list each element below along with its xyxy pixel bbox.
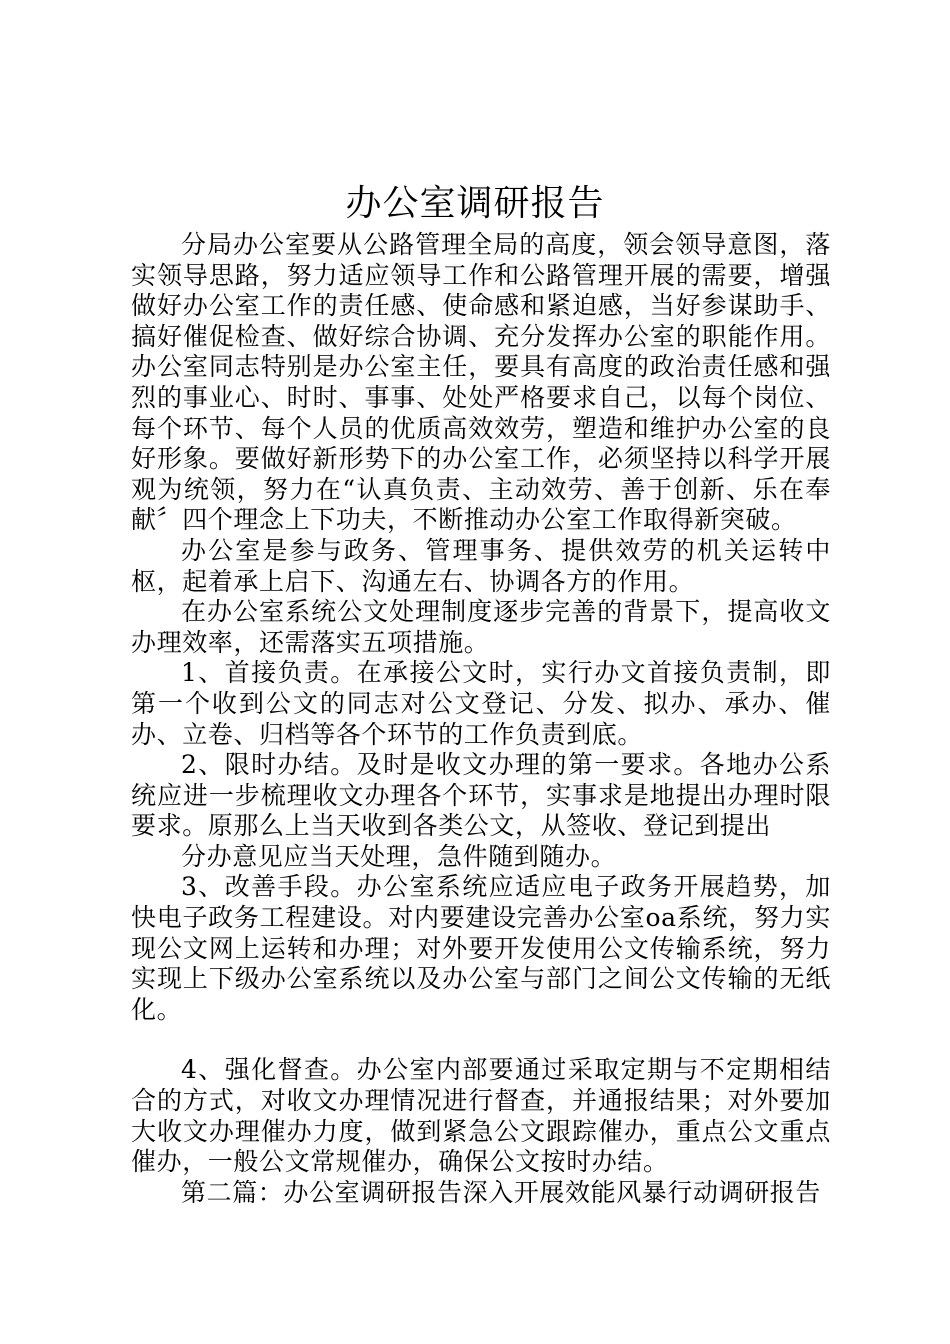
paragraph-office-role: 分局办公室要从公路管理全局的高度，领会领导意图，落实领导思路，努力适应领导工作和公路管理开展的需要，增强做好办公室工作的责任感、使命感和紧迫感，当好参谋助手、搞好催促检查、做好综合协调、充分发挥办公室的职能作用。办公室同志特别是办公室主任，要具有高度的政治责任感和强烈的事业心、时时、事事、处处严格要求自己，以每个岗位、每个环节、每个人员的优质高效效劳，塑造和维护办公室的良好形象。要做好新形势下的办公室工作，必须坚持以科学开展观为统领，努力在“认真负责、主动效劳、善于创新、乐在奉献〞四个理念上下功夫，不断推动办公室工作取得新突破。 (131, 230, 831, 535)
paragraph-second-article: 第二篇：办公室调研报告深入开展效能风暴行动调研报告 (181, 1177, 822, 1207)
paragraph-measure-2: 2、限时办结。及时是收文办理的第一要求。各地办公系统应进一步梳理收文办理各个环节，实事求是地提出办理时限要求。原那么上当天收到各类公文，从签收、登记到提出 (131, 750, 831, 841)
paragraph-measure-2-continued: 分办意见应当天处理，急件随到随办。 (181, 841, 617, 871)
paragraph-measure-1: 1、首接负责。在承接公文时，实行办文首接负责制，即第一个收到公文的同志对公文登记、分发、拟办、承办、催办、立卷、归档等各个环节的工作负责到底。 (131, 658, 831, 749)
document-body (131, 230, 831, 1208)
paragraph-measure-4: 4、强化督查。办公室内部要通过采取定期与不定期相结合的方式，对收文办理情况进行督查，并通报结果；对外要加大收文办理催办力度，做到紧急公文跟踪催办，重点公文重点催办，一般公文常规催办，确保公文按时办结。 (131, 1055, 831, 1177)
document-title: 办公室调研报告 (345, 183, 605, 224)
paragraph-five-measures: 在办公室系统公文处理制度逐步完善的背景下，提高收文办理效率，还需落实五项措施。 (131, 597, 831, 657)
paragraph-office-hub: 办公室是参与政务、管理事务、提供效劳的机关运转中枢，起着承上启下、沟通左右、协调各方的作用。 (131, 535, 831, 596)
paragraph-measure-3: 3、改善手段。办公室系统应适应电子政务开展趋势，加快电子政务工程建设。对内要建设完善办公室oa系统，努力实现公文网上运转和办理；对外要开发使用公文传输系统，努力实现上下级办公室系统以及办公室与部门之间公文传输的无纸化。 (131, 872, 831, 1024)
